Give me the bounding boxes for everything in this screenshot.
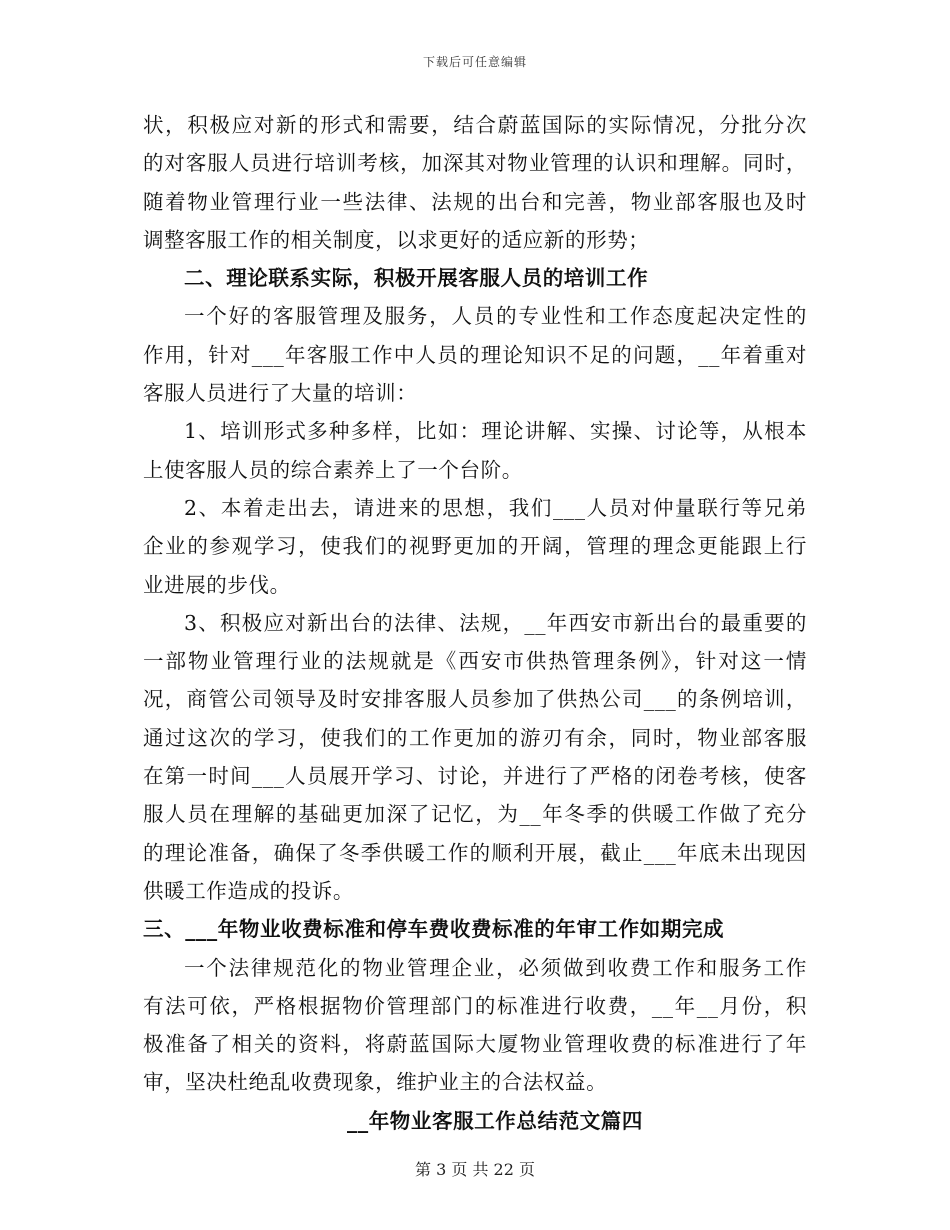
text-line: 上使客服人员的综合素养上了一个台阶。 xyxy=(143,457,523,482)
paragraph-item-2 xyxy=(143,489,807,604)
paragraph-item-1 xyxy=(143,412,807,489)
text-line: 在第一时间___人员展开学习、讨论，并进行了严格的闭卷考核，使客 xyxy=(143,764,807,789)
article-section-title: __年物业客服工作总结范文篇四 xyxy=(347,1108,643,1133)
text-line: 调整客服工作的相关制度，以求更好的适应新的形势； xyxy=(143,227,650,252)
text-line: 的对客服人员进行培训考核，加深其对物业管理的认识和理解。同时， xyxy=(143,151,807,176)
paragraph-training-intro xyxy=(143,297,807,412)
section-heading-2: 二、理论联系实际，积极开展客服人员的培训工作 xyxy=(184,266,649,291)
text-line: 一个好的客服管理及服务，人员的专业性和工作态度起决定性的 xyxy=(184,304,807,329)
text-line: 审，坚决杜绝乱收费现象，维护业主的合法权益。 xyxy=(143,1070,608,1095)
text-line: 1、培训形式多种多样，比如：理论讲解、实操、讨论等，从根本 xyxy=(184,419,807,444)
page-number: 第 3 页 共 22 页 xyxy=(415,1160,535,1179)
text-line: 有法可依，严格根据物价管理部门的标准进行收费，__年__月份，积 xyxy=(143,993,807,1018)
document-body xyxy=(143,106,807,1140)
text-line: 况，商管公司领导及时安排客服人员参加了供热公司___的条例培训， xyxy=(143,687,807,712)
text-line: 一个法律规范化的物业管理企业，必须做到收费工作和服务工作 xyxy=(184,955,807,980)
text-line: 2、本着走出去，请进来的思想，我们___人员对仲量联行等兄弟 xyxy=(184,495,807,520)
paragraph-item-3 xyxy=(143,604,807,910)
section-heading-3: 三、___年物业收费标准和停车费收费标准的年审工作如期完成 xyxy=(143,917,725,942)
text-line: 通过这次的学习，使我们的工作更加的游刃有余，同时，物业部客服 xyxy=(143,725,807,750)
text-line: 业进展的步伐。 xyxy=(143,572,291,597)
text-line: 极准备了相关的资料，将蔚蓝国际大厦物业管理收费的标准进行了年 xyxy=(143,1032,807,1057)
page-header: 下载后可任意编辑 xyxy=(422,55,527,69)
paragraph-continuation xyxy=(143,106,807,259)
text-line: 一部物业管理行业的法规就是《西安市供热管理条例》，针对这一情 xyxy=(143,649,807,674)
paragraph-fee-review xyxy=(143,949,807,1102)
text-line: 状，积极应对新的形式和需要，结合蔚蓝国际的实际情况，分批分次 xyxy=(143,113,807,137)
text-line: 随着物业管理行业一些法律、法规的出台和完善，物业部客服也及时 xyxy=(143,189,807,214)
text-line: 3、积极应对新出台的法律、法规，__年西安市新出台的最重要的 xyxy=(184,610,807,635)
text-line: 客服人员进行了大量的培训： xyxy=(143,381,418,406)
text-line: 的理论准备，确保了冬季供暖工作的顺利开展，截止___年底未出现因 xyxy=(143,840,807,865)
text-line: 企业的参观学习，使我们的视野更加的开阔，管理的理念更能跟上行 xyxy=(143,534,807,559)
text-line: 供暖工作造成的投诉。 xyxy=(143,878,354,903)
text-line: 服人员在理解的基础更加深了记忆，为__年冬季的供暖工作做了充分 xyxy=(143,802,807,827)
text-line: 作用，针对___年客服工作中人员的理论知识不足的问题，__年着重对 xyxy=(143,342,807,367)
